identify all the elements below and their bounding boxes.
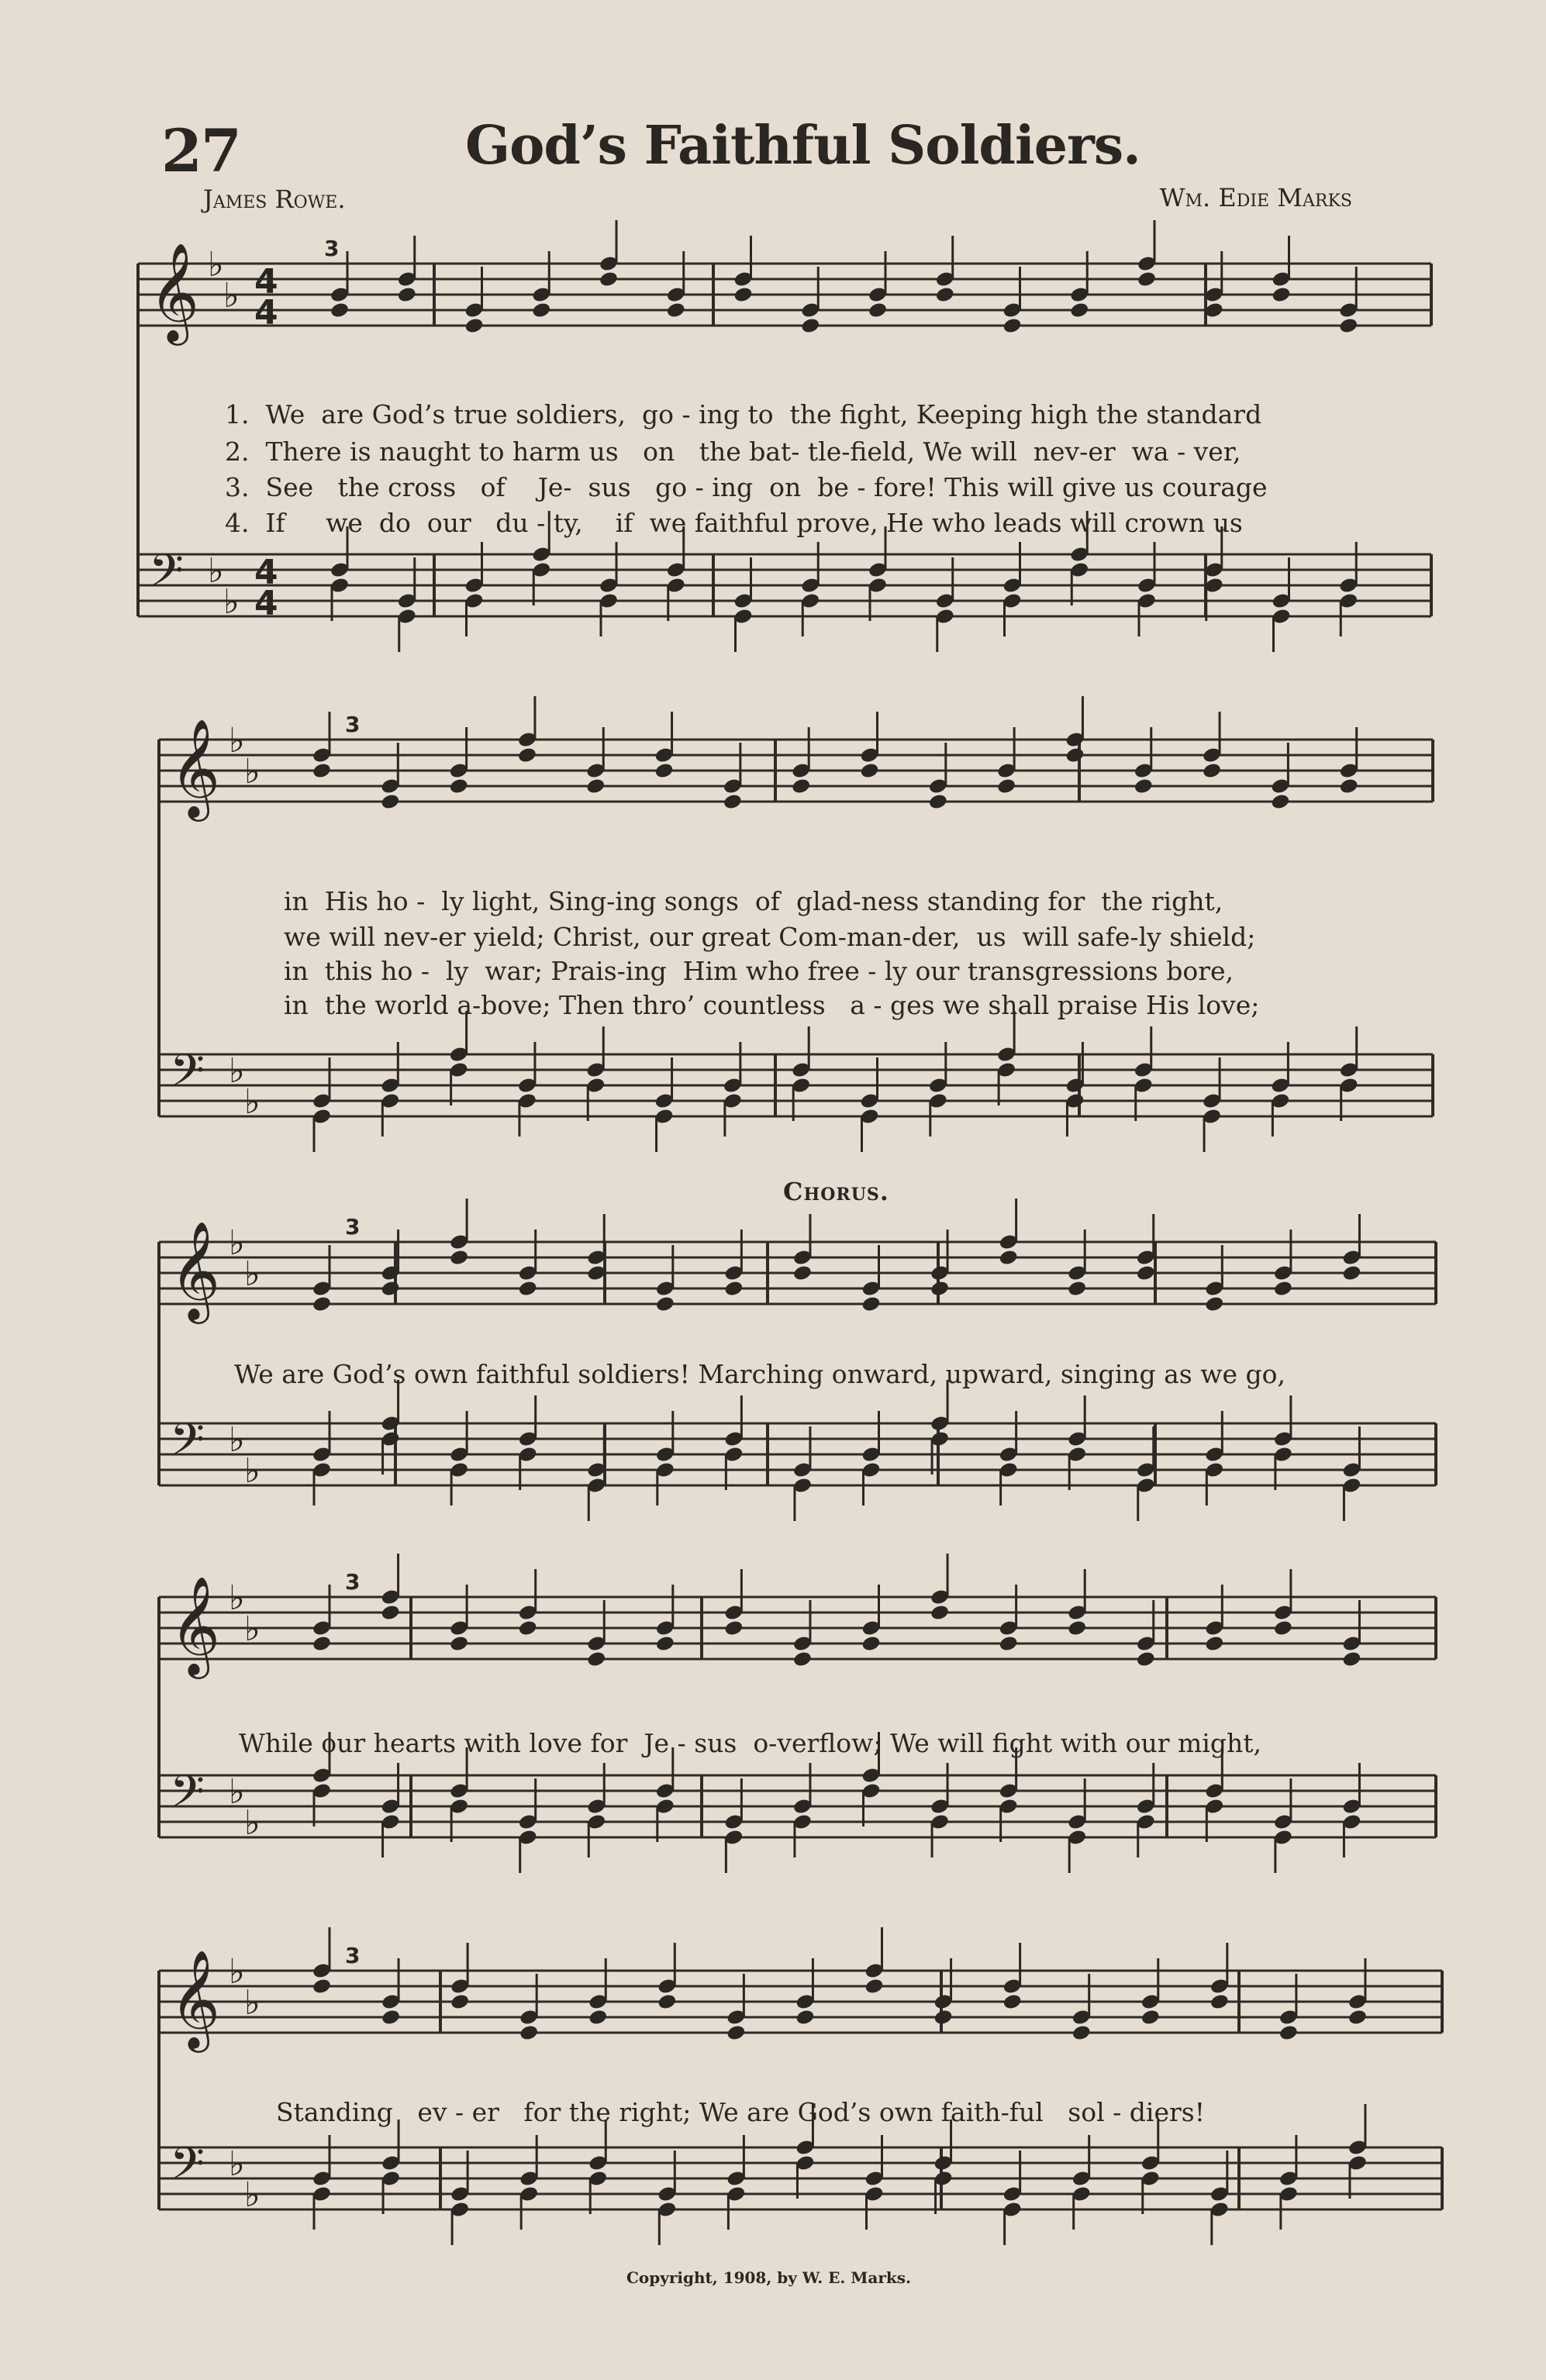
note-head <box>312 1978 332 1995</box>
note-head <box>1002 317 1022 335</box>
flat-icon: ♭ <box>244 1082 261 1122</box>
note-head <box>1204 1635 1224 1653</box>
bass-clef-icon: 𝄢 <box>170 2137 205 2201</box>
note-head <box>657 1993 677 2011</box>
note-head <box>312 1635 332 1653</box>
note-head <box>519 2024 539 2042</box>
triplet-mark: 3 <box>324 236 340 261</box>
note-head <box>1338 317 1358 335</box>
note-head <box>723 793 743 811</box>
lyricist-credit: James Rowe. <box>203 185 346 214</box>
flat-icon: ♭ <box>244 2175 261 2215</box>
note-head <box>464 317 484 335</box>
bass-staff <box>159 1011 1433 1152</box>
note-head <box>1204 1295 1224 1313</box>
flat-icon: ♭ <box>208 551 224 591</box>
verse-line-6: we will nev-er yield; Christ, our great Com-man-der, us will safe-ly shield; <box>284 922 1256 952</box>
verse-line-4: 4. If we do our du - ty, if we faithful prove, He who leads will crown us <box>225 508 1243 538</box>
note-head <box>1002 1993 1023 2011</box>
triplet-mark: 3 <box>345 1569 361 1595</box>
note-head <box>380 1280 400 1298</box>
note-head <box>518 1619 538 1637</box>
note-head <box>1137 271 1157 288</box>
note-head <box>1273 1280 1293 1298</box>
copyright-notice: Copyright, 1908, by W. E. Marks. <box>626 2268 912 2287</box>
flat-icon: ♭ <box>244 1254 261 1294</box>
note-head <box>868 302 888 319</box>
note-head <box>792 1264 813 1282</box>
note-head <box>380 1604 400 1622</box>
note-head <box>517 747 537 764</box>
note-head <box>449 1249 469 1267</box>
verse-line-8: in the world a-bove; Then thro’ countless a - ges we shall praise His love; <box>284 990 1260 1020</box>
note-head <box>1069 302 1089 319</box>
note-head <box>791 778 811 795</box>
flat-icon: ♭ <box>229 1772 245 1812</box>
verse-line-2: 2. There is naught to harm us on the bat- tle-field, We will nev-er wa - ver, <box>225 436 1241 467</box>
note-head <box>792 1650 813 1668</box>
note-head <box>1210 1993 1230 2011</box>
note-head <box>1136 1650 1156 1668</box>
verse-line-5: in His ho - ly light, Sing-ing songs of glad-ness standing for the right, <box>284 886 1223 916</box>
time-signature: 4 <box>254 262 278 302</box>
verse-line-1: 1. We are God’s true soldiers, go - ing to the fight, Keeping high the standard <box>225 399 1262 429</box>
note-head <box>666 302 686 319</box>
note-head <box>1072 2024 1092 2042</box>
bass-clef-icon: 𝄢 <box>170 1044 205 1108</box>
note-head <box>1270 793 1290 811</box>
chorus-label: Chorus. <box>783 1177 889 1206</box>
flat-icon: ♭ <box>244 1451 261 1491</box>
note-head <box>726 2024 746 2042</box>
note-head <box>518 1280 538 1298</box>
hymn-title: God’s Faithful Soldiers. <box>465 115 1141 177</box>
note-head <box>723 1280 744 1298</box>
note-head <box>655 1635 675 1653</box>
bass-clef-icon: 𝄢 <box>170 1413 205 1477</box>
note-head <box>1273 1619 1293 1637</box>
note-head <box>999 1249 1019 1267</box>
note-head <box>930 1280 950 1298</box>
note-head <box>996 778 1016 795</box>
note-head <box>397 286 417 304</box>
treble-clef-icon: 𝄞 <box>170 1949 221 2048</box>
note-head <box>1134 778 1154 795</box>
note-head <box>864 1978 884 1995</box>
chorus-line-1: We are God’s own faithful soldiers! Marching onward, upward, singing as we go, <box>234 1359 1285 1389</box>
treble-clef-icon: 𝄞 <box>149 242 200 341</box>
flat-icon: ♭ <box>208 245 224 285</box>
flat-icon: ♭ <box>229 1420 245 1460</box>
note-head <box>928 793 948 811</box>
note-head <box>585 778 606 795</box>
note-head <box>1341 1264 1361 1282</box>
hymn-number: 27 <box>161 116 240 185</box>
note-head <box>930 1604 950 1622</box>
note-head <box>1065 747 1085 764</box>
time-signature: 4 <box>254 553 278 592</box>
note-head <box>1348 2009 1368 2026</box>
note-head <box>449 778 469 795</box>
treble-clef-icon: 𝄞 <box>170 718 221 817</box>
flat-icon: ♭ <box>229 721 245 761</box>
treble-clef-icon: 𝄞 <box>170 1220 221 1319</box>
note-head <box>312 1295 332 1313</box>
flat-icon: ♭ <box>244 1983 261 2023</box>
verse-line-3: 3. See the cross of Je- sus go - ing on be - fore! This will give us courage <box>225 472 1268 502</box>
note-head <box>861 1295 881 1313</box>
triplet-mark: 3 <box>345 712 361 737</box>
note-head <box>1339 778 1359 795</box>
note-head <box>1341 1650 1361 1668</box>
flat-icon: ♭ <box>229 1578 245 1618</box>
note-head <box>1067 1619 1087 1637</box>
note-head <box>859 762 879 780</box>
flat-icon: ♭ <box>244 1609 261 1649</box>
flat-icon: ♭ <box>223 582 240 622</box>
chorus-line-3: Standing ev - er for the right; We are God’s own faith-ful sol - diers! <box>276 2097 1205 2127</box>
flat-icon: ♭ <box>229 1051 245 1091</box>
note-head <box>1202 762 1222 780</box>
composer-credit: Wm. Edie Marks <box>1159 183 1352 212</box>
note-head <box>450 1993 470 2011</box>
note-head <box>531 302 551 319</box>
flat-icon: ♭ <box>229 1952 245 1992</box>
note-head <box>330 302 350 319</box>
time-signature: 4 <box>254 584 278 623</box>
triplet-mark: 3 <box>345 1214 361 1240</box>
note-head <box>1279 2024 1299 2042</box>
flat-icon: ♭ <box>229 2144 245 2184</box>
note-head <box>1141 2009 1161 2026</box>
note-head <box>1271 286 1291 304</box>
note-head <box>861 1635 881 1653</box>
note-head <box>733 286 753 304</box>
note-head <box>449 1635 469 1653</box>
flat-icon: ♭ <box>229 1223 245 1263</box>
bass-staff <box>159 1380 1436 1521</box>
verse-line-7: in this ho - ly war; Prais-ing Him who free - ly our transgressions bore, <box>284 956 1234 986</box>
note-head <box>1136 1264 1156 1282</box>
bass-clef-icon: 𝄢 <box>149 544 185 608</box>
note-head <box>723 1619 744 1637</box>
time-signature: 4 <box>254 293 278 333</box>
note-head <box>599 271 619 288</box>
bass-clef-icon: 𝄢 <box>170 1765 205 1829</box>
note-head <box>1067 1280 1087 1298</box>
triplet-mark: 3 <box>345 1943 361 1968</box>
note-head <box>935 286 955 304</box>
note-head <box>588 2009 608 2026</box>
chorus-line-2: While our hearts with love for Je - sus o-verflow; We will fight with our might, <box>239 1728 1261 1758</box>
flat-icon: ♭ <box>244 1803 261 1843</box>
flat-icon: ♭ <box>244 752 261 792</box>
note-head <box>795 2009 815 2026</box>
note-head <box>380 793 400 811</box>
note-head <box>381 2009 401 2026</box>
note-head <box>654 762 674 780</box>
note-head <box>933 2009 953 2026</box>
treble-clef-icon: 𝄞 <box>170 1575 221 1675</box>
note-head <box>800 317 820 335</box>
note-head <box>312 762 332 780</box>
note-head <box>999 1635 1019 1653</box>
flat-icon: ♭ <box>223 276 240 316</box>
note-head <box>655 1295 675 1313</box>
note-head <box>586 1650 606 1668</box>
